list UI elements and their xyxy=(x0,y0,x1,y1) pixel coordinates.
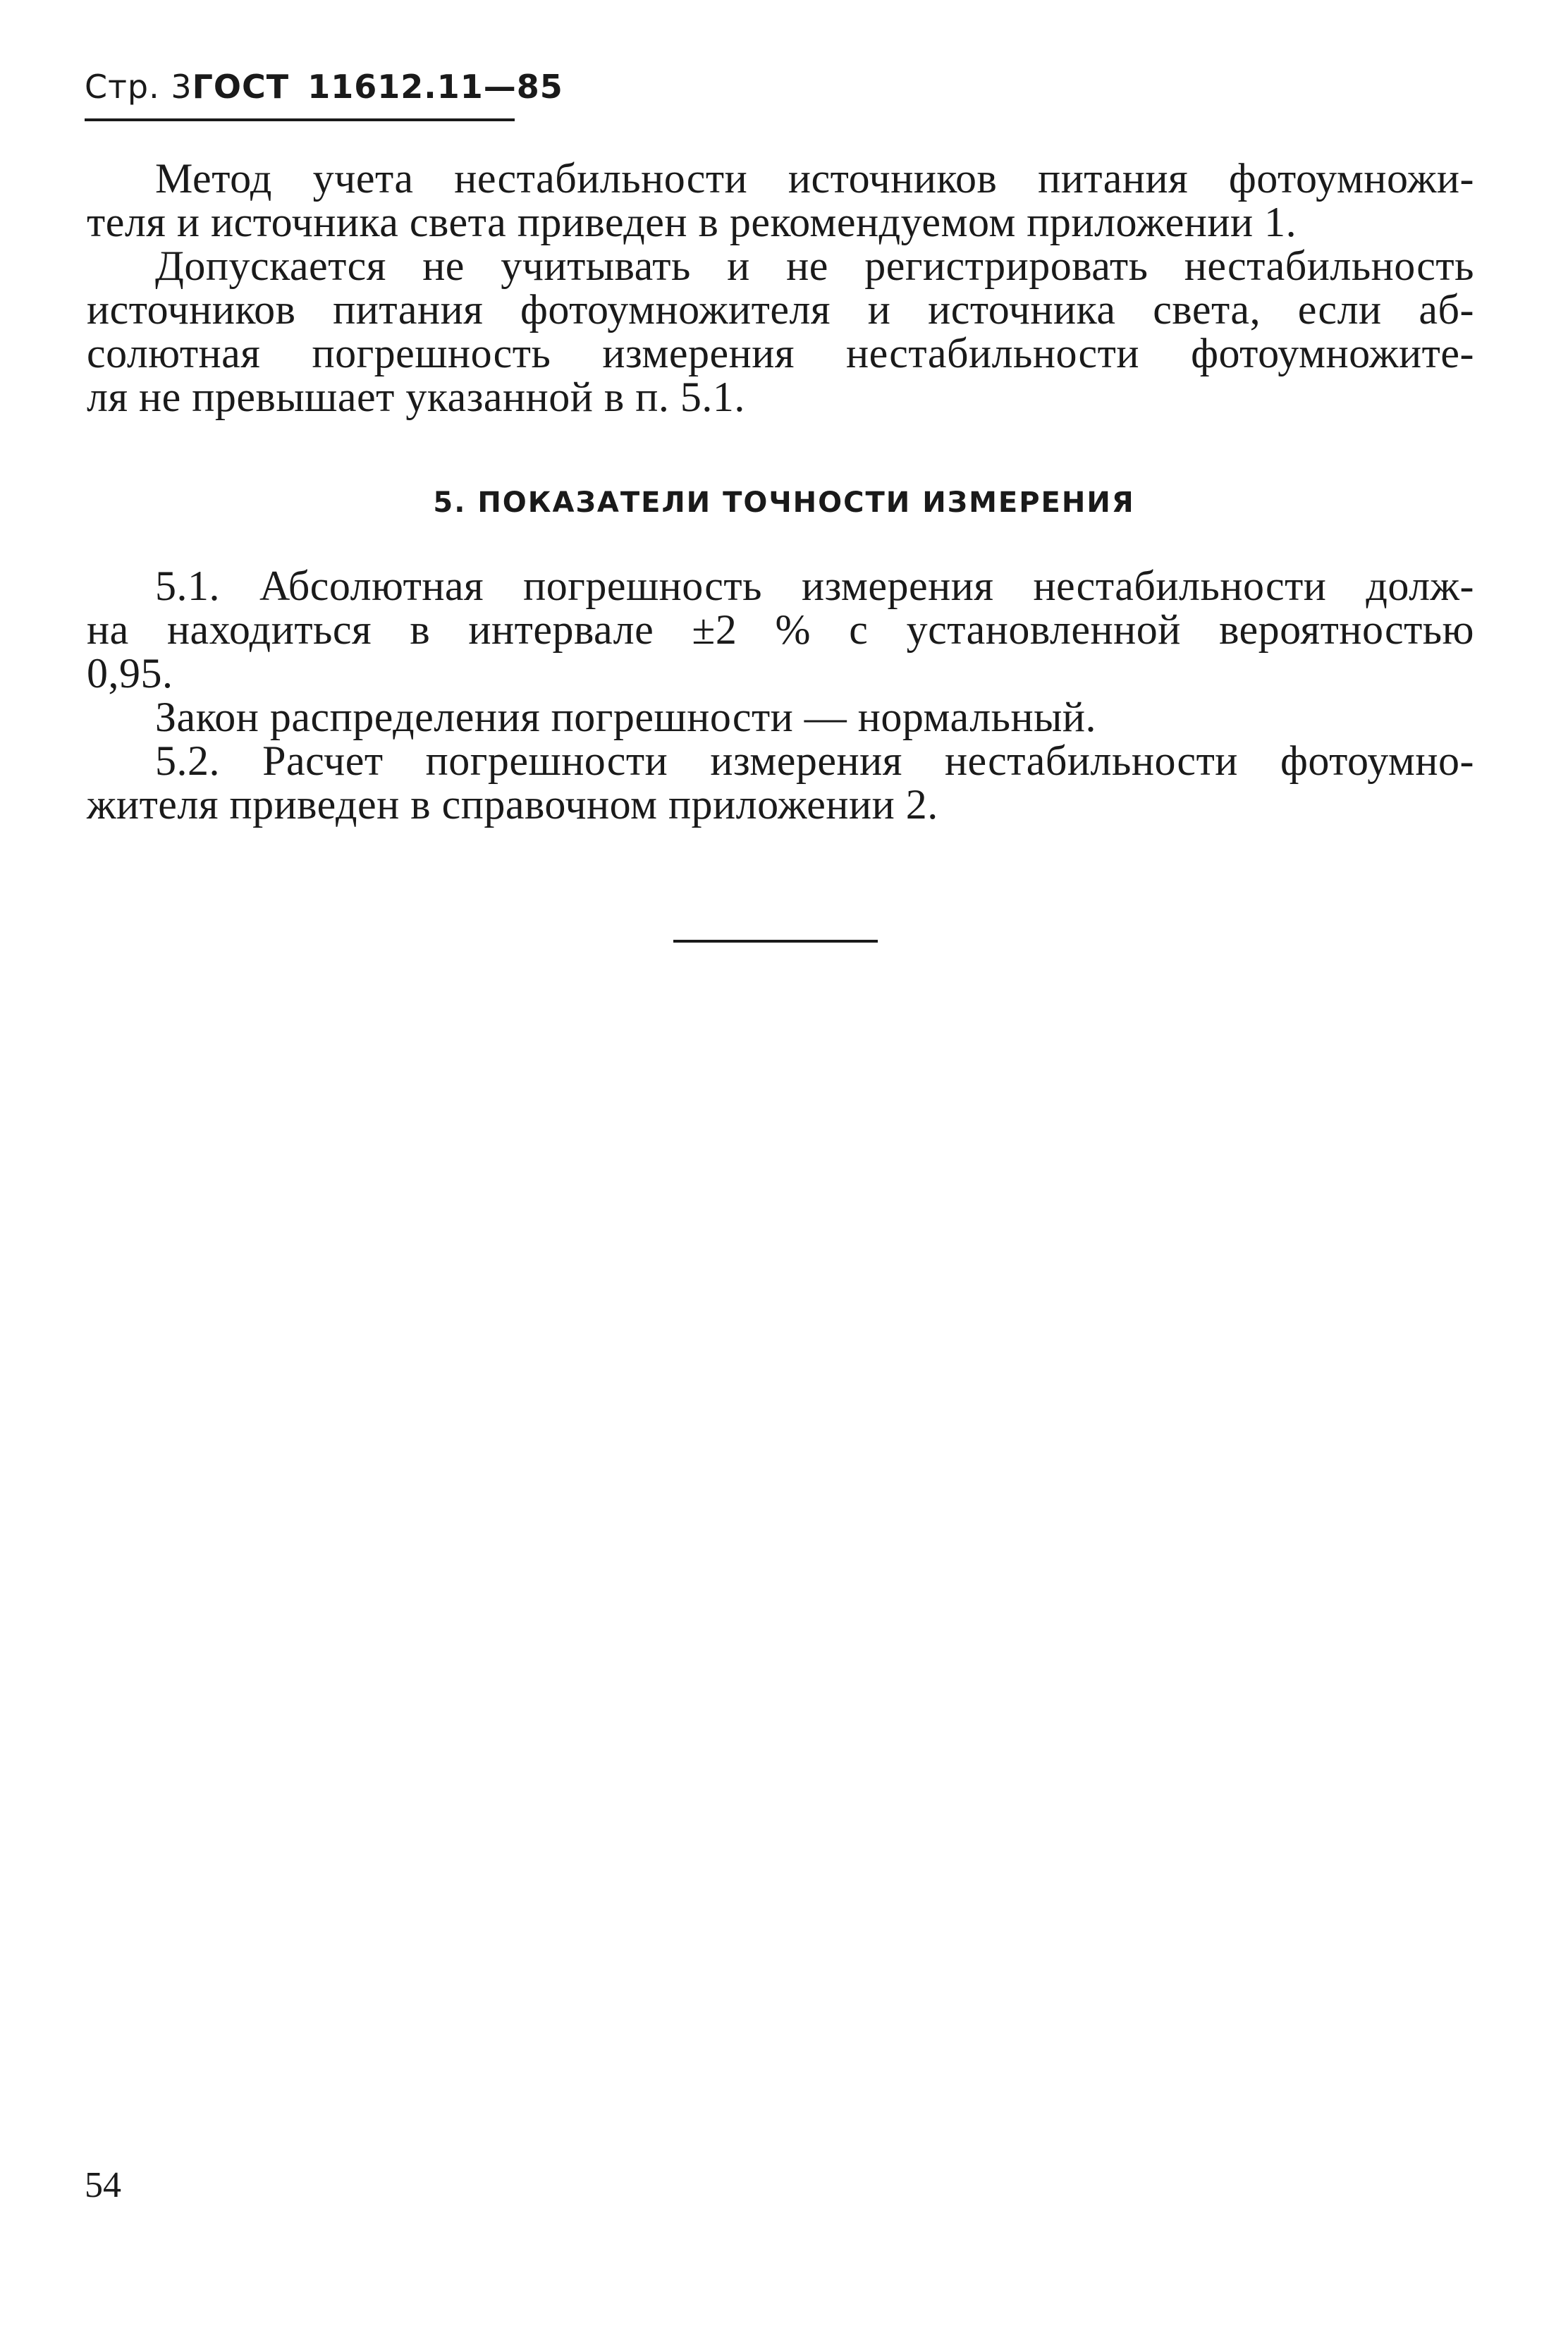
text-line: Закон распределения погрешности — нормальный. xyxy=(155,694,1097,740)
text-line: источников питания фотоумножителя и источника света, если аб- xyxy=(87,286,1474,333)
paragraph-5-1 xyxy=(87,564,1474,695)
section-heading: 5. ПОКАЗАТЕЛИ ТОЧНОСТИ ИЗМЕРЕНИЯ xyxy=(433,486,1135,519)
text-line: солютная погрешность измерения нестабильности фотоумножите- xyxy=(87,330,1474,376)
header-standard: ГОСТ xyxy=(192,68,290,106)
text-line: жителя приведен в справочном приложении 2. xyxy=(87,781,938,828)
end-rule xyxy=(673,940,878,943)
page-number: 54 xyxy=(85,2165,121,2205)
section-5-text xyxy=(87,564,1474,826)
text-line: теля и источника света приведен в рекомендуемом приложении 1. xyxy=(87,199,1297,245)
text-line: 5.1. Абсолютная погрешность измерения нестабильности долж- xyxy=(155,563,1474,609)
text-line: Допускается не учитывать и не регистрировать нестабильность xyxy=(155,243,1474,289)
running-header xyxy=(85,68,563,106)
paragraph-method xyxy=(87,157,1474,244)
paragraph-distribution-law xyxy=(87,695,1474,739)
paragraph-allowance xyxy=(87,244,1474,419)
header-standard-number: 11612.11—85 xyxy=(307,68,563,106)
text-line: на находиться в интервале ±2 % с установленной вероятностью xyxy=(87,606,1474,653)
text-line: ля не превышает указанной в п. 5.1. xyxy=(87,374,745,420)
text-line: Метод учета нестабильности источников питания фотоумножи- xyxy=(155,155,1474,202)
paragraph-5-2 xyxy=(87,739,1474,826)
text-line: 5.2. Расчет погрешности измерения нестабильности фотоумно- xyxy=(155,737,1474,784)
header-underline xyxy=(85,118,515,121)
header-page-label: Стр. 3 xyxy=(85,68,192,106)
text-line: 0,95. xyxy=(87,650,173,697)
intro-text xyxy=(87,157,1474,419)
